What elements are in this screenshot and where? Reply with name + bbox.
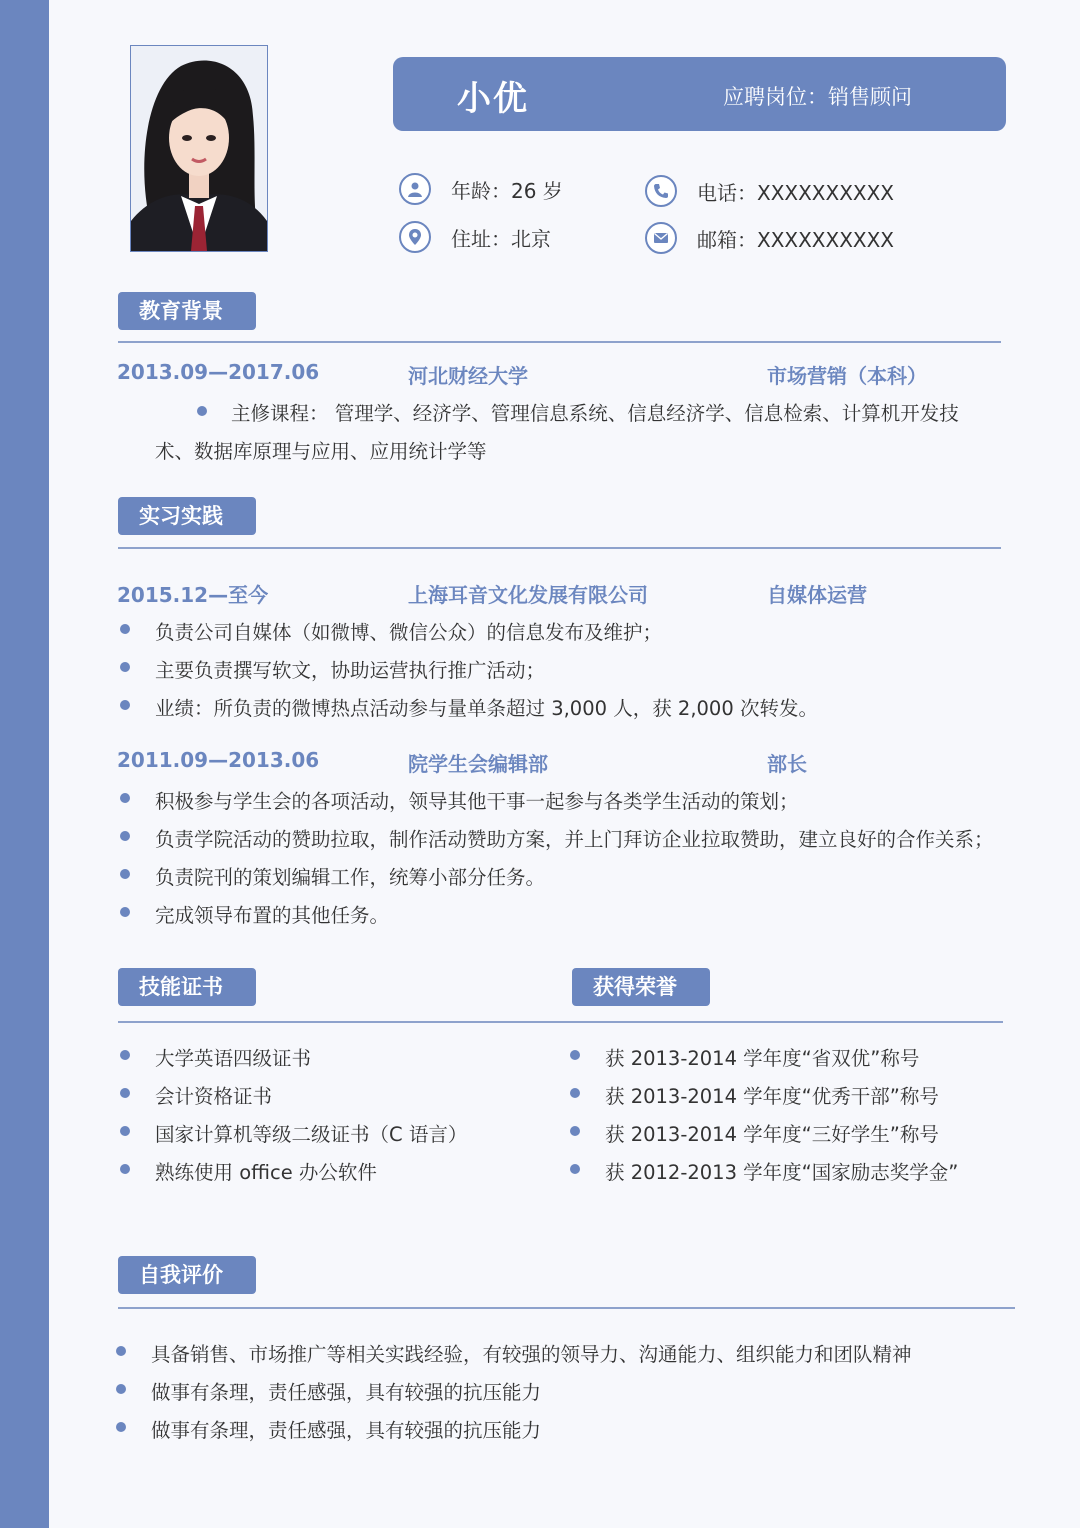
list-item: 积极参与学生会的各项活动，领导其他干事一起参与各类学生活动的策划； [155,790,799,813]
self-eval-item: 做事有条理，责任感强，具有较强的抗压能力 [151,1419,542,1442]
list-item: 完成领导布置的其他任务。 [155,904,390,927]
bullet [120,869,130,879]
divider [118,547,1001,549]
bullet [120,662,130,672]
education-courses-line1: 主修课程： 管理学、经济学、管理信息系统、信息经济学、信息检索、计算机开发技 [231,402,959,425]
honor-item: 获 2013-2014 学年度“三好学生”称号 [605,1123,939,1146]
age-item [399,173,563,205]
address-item [399,221,551,253]
job-org: 院学生会编辑部 [408,752,548,776]
job-org: 上海耳音文化发展有限公司 [408,583,648,607]
honor-item: 获 2012-2013 学年度“国家励志奖学金” [605,1161,959,1184]
education-period: 2013.09—2017.06 [117,360,320,384]
divider [118,1021,1003,1023]
email-item [645,222,894,254]
self-eval-item: 具备销售、市场推广等相关实践经验，有较强的领导力、沟通能力、组织能力和团队精神 [151,1343,912,1366]
section-education-title: 教育背景 [118,292,256,330]
age-text: 年龄：26 岁 [451,178,563,203]
bullet [120,624,130,634]
section-self-eval-title: 自我评价 [118,1256,256,1294]
bullet [120,793,130,803]
education-major: 市场营销（本科） [767,364,927,388]
bullet [120,1126,130,1136]
address-text: 住址：北京 [451,226,551,251]
section-honors-title: 获得荣誉 [572,968,710,1006]
education-courses-line2: 术、数据库原理与应用、应用统计学等 [155,440,487,463]
skill-item: 会计资格证书 [155,1085,273,1108]
bullet [197,406,207,416]
bullet [120,1088,130,1098]
section-skills-title: 技能证书 [118,968,256,1006]
profile-photo [130,45,268,252]
job-period: 2015.12—至今 [117,583,269,607]
job-role: 部长 [767,752,807,776]
mail-icon [645,222,677,254]
list-item: 负责学院活动的赞助拉取，制作活动赞助方案，并上门拜访企业拉取赞助，建立良好的合作关系； [155,828,994,851]
person-icon [399,173,431,205]
candidate-name: 小优 [457,79,529,119]
bullet [570,1164,580,1174]
bullet [116,1422,126,1432]
bullet [120,700,130,710]
skill-item: 国家计算机等级二级证书（C 语言） [155,1123,468,1146]
bullet [570,1126,580,1136]
education-school: 河北财经大学 [408,364,528,388]
phone-item [645,175,894,207]
honor-item: 获 2013-2014 学年度“优秀干部”称号 [605,1085,939,1108]
email-text: 邮箱：XXXXXXXXXX [697,227,895,252]
list-item: 主要负责撰写软文，协助运营执行推广活动； [155,659,546,682]
bullet [120,1050,130,1060]
location-pin-icon [399,221,431,253]
divider [118,341,1001,343]
divider [118,1307,1015,1309]
job-period: 2011.09—2013.06 [117,748,320,772]
skill-item: 熟练使用 office 办公软件 [155,1161,377,1184]
job-target: 应聘岗位：销售顾问 [723,85,912,109]
bullet [120,831,130,841]
phone-icon [645,175,677,207]
bullet [116,1346,126,1356]
skill-item: 大学英语四级证书 [155,1047,312,1070]
bullet [120,1164,130,1174]
list-item: 负责院刊的策划编辑工作，统筹小部分任务。 [155,866,546,889]
sidebar-stripe [0,0,49,1528]
name-banner [393,57,1006,131]
list-item: 负责公司自媒体（如微博、微信公众）的信息发布及维护； [155,621,663,644]
phone-text: 电话：XXXXXXXXXX [697,180,895,205]
section-internship-title: 实习实践 [118,497,256,535]
bullet [116,1384,126,1394]
honor-item: 获 2013-2014 学年度“省双优”称号 [605,1047,920,1070]
bullet [570,1050,580,1060]
bullet [120,907,130,917]
list-item: 业绩：所负责的微博热点活动参与量单条超过 3,000 人，获 2,000 次转发。 [155,697,818,720]
self-eval-item: 做事有条理，责任感强，具有较强的抗压能力 [151,1381,542,1404]
job-role: 自媒体运营 [767,583,867,607]
bullet [570,1088,580,1098]
